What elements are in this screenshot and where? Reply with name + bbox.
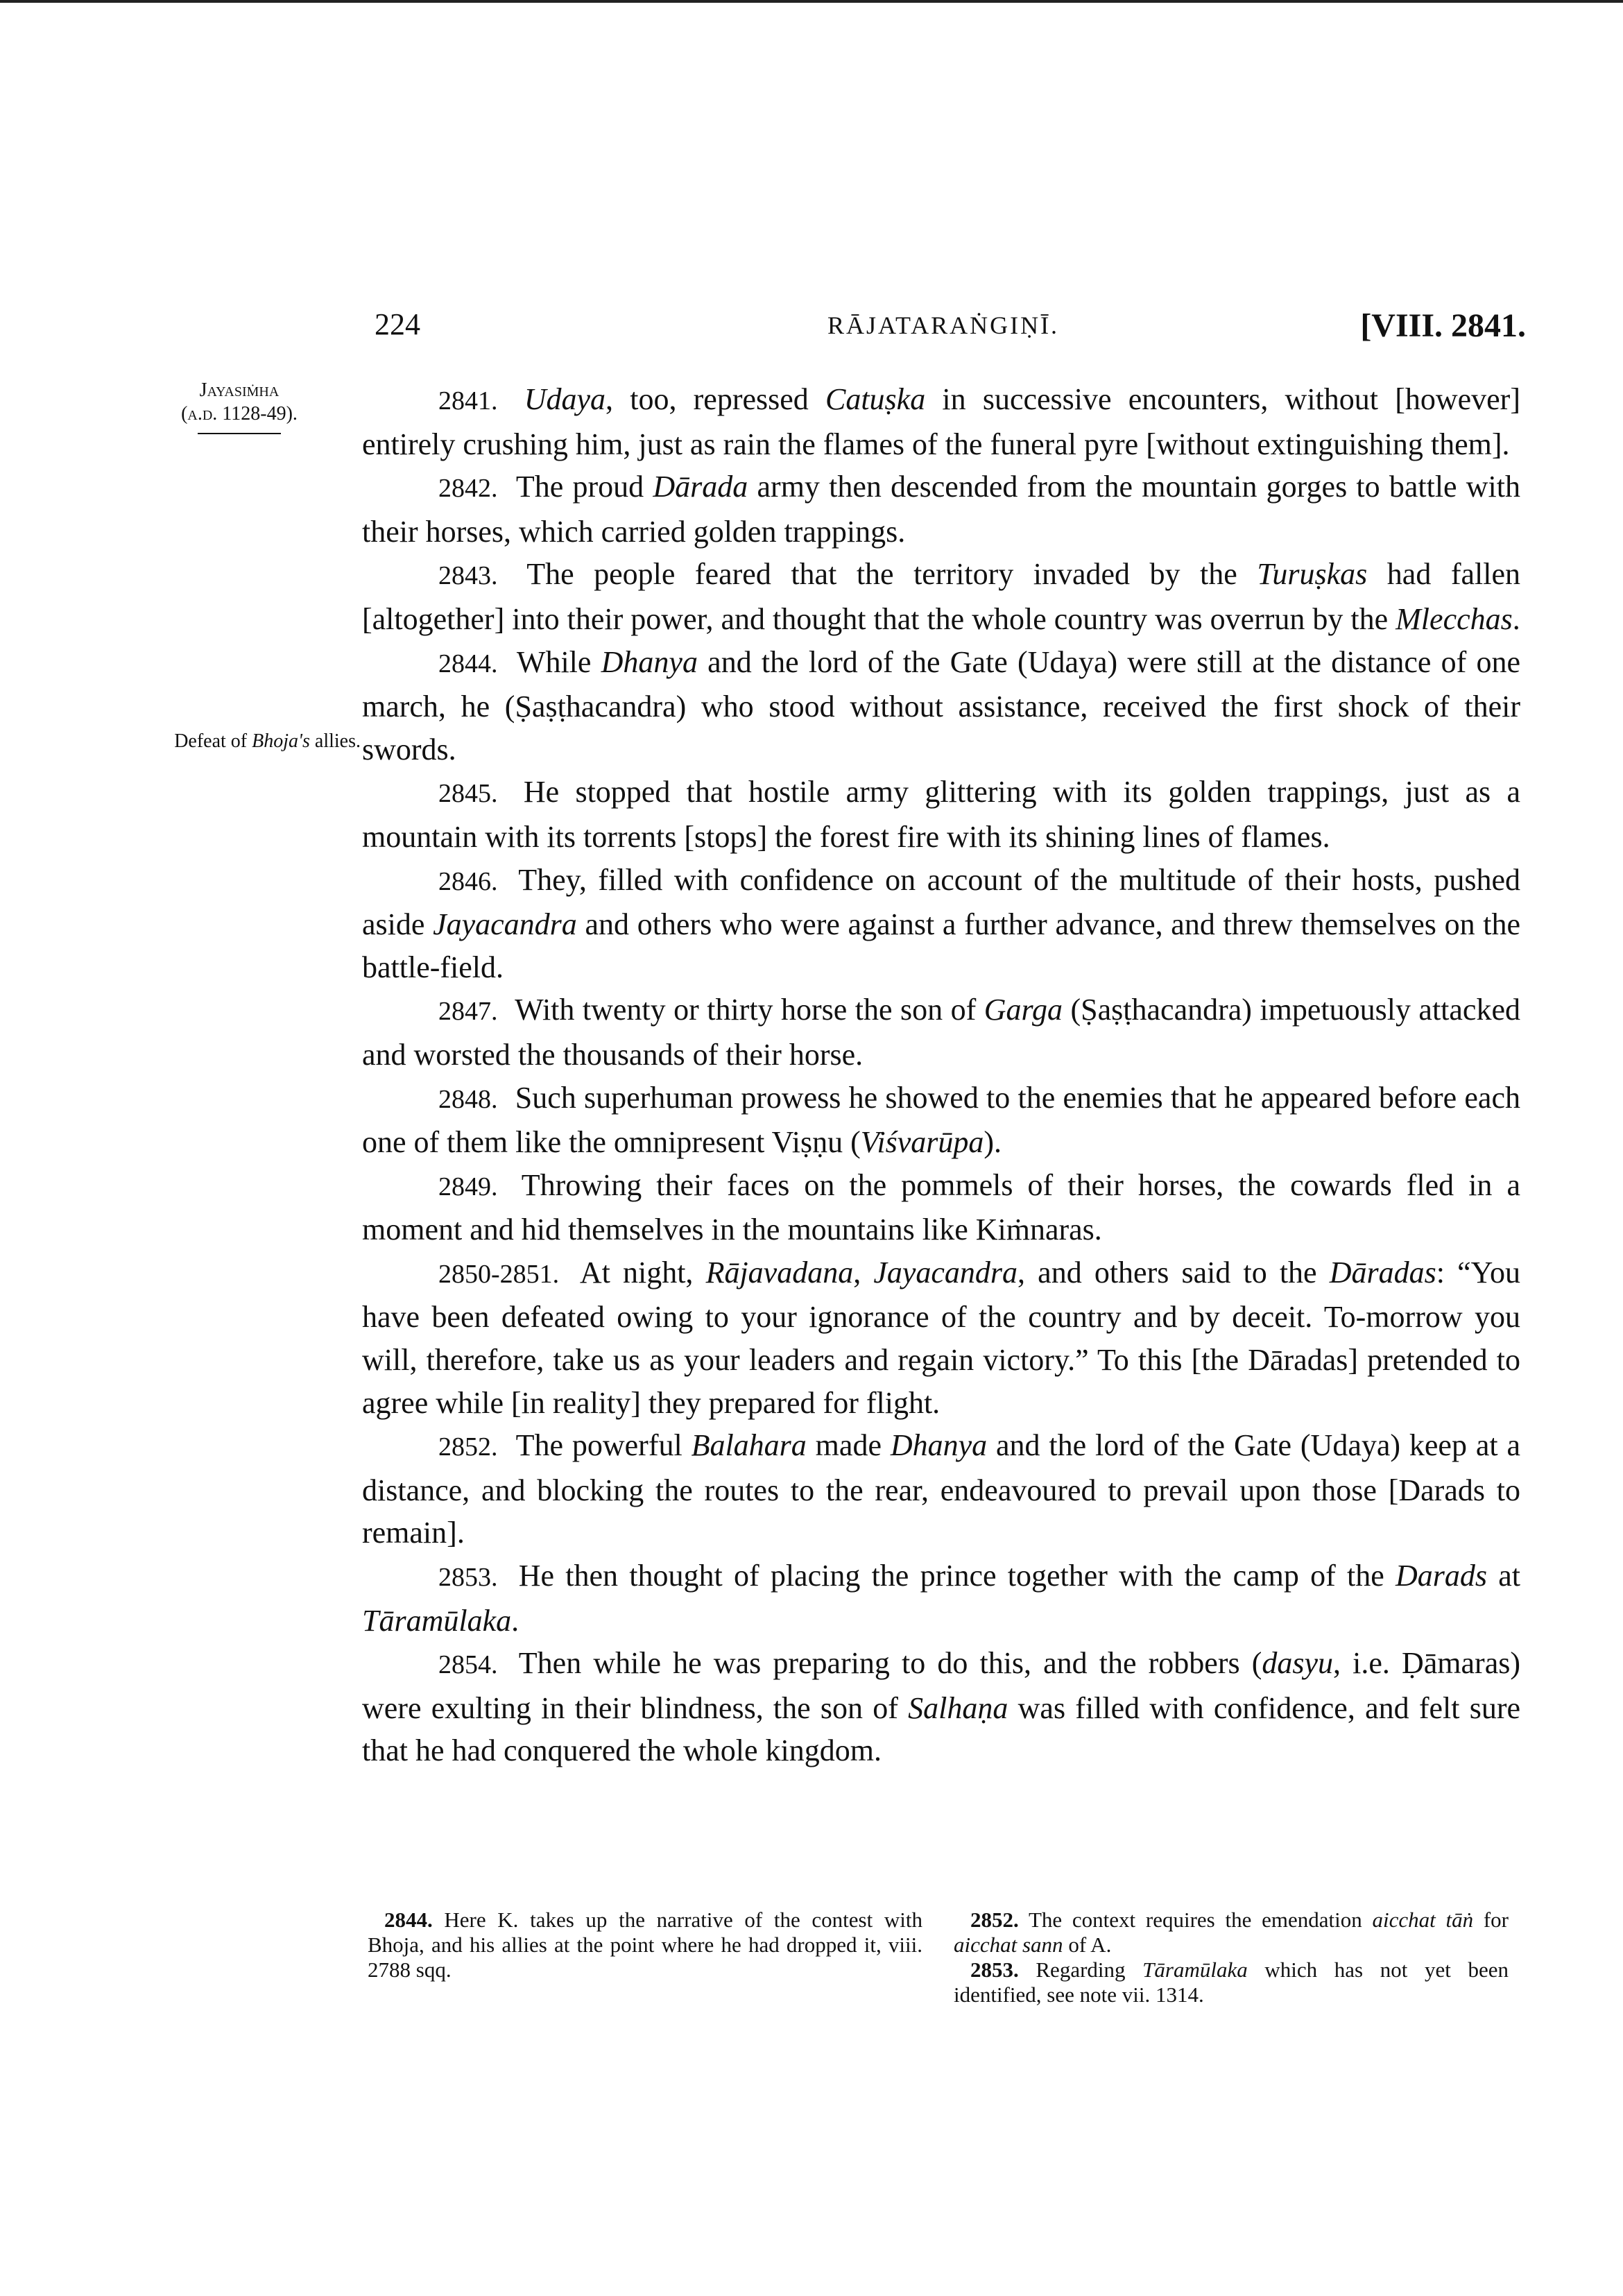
- verse: [362, 859, 1520, 989]
- verse: [362, 1554, 1520, 1642]
- defeat-name: Bhoja's: [252, 730, 310, 752]
- footnote-text: Regarding Tāramūlaka which has not yet been identified, see note vii. 1314.: [954, 1957, 1509, 2007]
- verse: [362, 553, 1520, 640]
- verse-text: Throwing their faces on the pommels of their horses, the cowards fled in a moment and hid themselves in the mountains like Kiṁnaras.: [362, 1167, 1520, 1247]
- verse: [362, 1251, 1520, 1424]
- page-header: [361, 307, 1526, 355]
- footnotes-left-column: [368, 1908, 922, 1982]
- verse-text: With twenty or thirty horse the son of Garga (Ṣaṣṭhacandra) impetuously attacked and worsted the thousands of their horse.: [362, 993, 1520, 1072]
- verse: [362, 1077, 1520, 1164]
- verse: [362, 1642, 1520, 1772]
- footnote-text: Here K. takes up the narrative of the contest with Bhoja, and his allies at the point where he had dropped it, viii. 2788 sqq.: [368, 1908, 922, 1982]
- verse-text: The proud Dārada army then descended from the mountain gorges to battle with their horses, which carried golden trappings.: [362, 470, 1521, 549]
- verse-text: Then while he was preparing to do this, and the robbers (dasyu, i.e. Ḍāmaras) were exulting in their blindness, the son of Salhaṇa was filled with confidence, and felt sure that he had conquered the whole kingdom.: [362, 1646, 1520, 1768]
- reign-dates: (a.d. 1128-49).: [181, 403, 298, 425]
- section-marker: [VIII. 2841.: [1360, 307, 1526, 344]
- footnote: [954, 1908, 1509, 1957]
- verse-text: Udaya, too, repressed Catuṣka in successive encounters, without [however] entirely crushing him, just as rain the flames of the funeral pyre [without extinguishing them].: [362, 382, 1520, 461]
- verse-number: 2843.: [438, 561, 498, 591]
- footnote-number: 2844.: [384, 1908, 433, 1932]
- verse-text: Such superhuman prowess he showed to the enemies that he appeared before each one of them like the omnipresent Viṣṇu (Viśvarūpa).: [362, 1080, 1520, 1160]
- verse: [362, 1424, 1520, 1554]
- page-number: 224: [375, 307, 420, 341]
- verse: [362, 641, 1520, 771]
- verse-number: 2852.: [438, 1432, 498, 1462]
- verse-number: 2848.: [438, 1084, 498, 1114]
- verse-number: 2844.: [438, 649, 498, 678]
- verse-number: 2854.: [438, 1650, 498, 1680]
- footnote: [368, 1908, 922, 1982]
- reign-name: Jayasiṁha: [199, 379, 280, 401]
- verse-number: 2853.: [438, 1563, 498, 1593]
- verse: [362, 378, 1520, 465]
- verse-number: 2847.: [438, 997, 498, 1027]
- verse: [362, 1164, 1520, 1251]
- verse-text: He stopped that hostile army glittering with its golden trappings, just as a mountain with its torrents [stops] the forest fire with its shining lines of flames.: [362, 775, 1520, 854]
- margin-note-reign: [128, 379, 350, 434]
- verse-text: At night, Rājavadana, Jayacandra, and others said to the Dāradas: “You have been defeated owing to your ignorance of the country and by deceit. To-morrow you will, therefore, take us as your leaders and regain victory.” To this [the Dāradas] pretended to agree while [in reality] they prepared for flight.: [362, 1255, 1520, 1420]
- verse-text: While Dhanya and the lord of the Gate (Udaya) were still at the distance of one march, he (Ṣaṣṭhacandra) who stood without assistance, received the first shock of their swords.: [362, 644, 1520, 766]
- footnote: [954, 1957, 1509, 2007]
- verse-number: 2842.: [438, 474, 498, 504]
- verse-text: They, filled with confidence on account of the multitude of their hosts, pushed aside Jayacandra and others who were against a further advance, and threw themselves on the battle-field.: [362, 862, 1521, 984]
- verse-number: 2846.: [438, 866, 498, 896]
- defeat-suffix: allies.: [309, 730, 361, 752]
- main-text: [362, 378, 1520, 1772]
- verse-number: 2841.: [438, 386, 498, 415]
- verse-text: The powerful Balahara made Dhanya and the lord of the Gate (Udaya) keep at a distance, and blocking the routes to the rear, endeavoured to prevail upon those [Darads to remain].: [362, 1428, 1520, 1550]
- verse: [362, 771, 1520, 858]
- verse: [362, 465, 1520, 553]
- footnote-number: 2853.: [970, 1957, 1019, 1982]
- verse-number: 2849.: [438, 1172, 498, 1201]
- running-title: RĀJATARAṄGIṆĪ.: [827, 311, 1060, 339]
- defeat-prefix: Defeat of: [174, 730, 252, 752]
- margin-note-defeat: [125, 730, 361, 753]
- verse-number: 2845.: [438, 779, 498, 809]
- top-border-line: [0, 0, 1623, 3]
- footnotes-right-column: [954, 1908, 1509, 2007]
- verse: [362, 988, 1520, 1076]
- footnote-number: 2852.: [970, 1908, 1019, 1932]
- verse-number: 2850-2851.: [438, 1259, 560, 1289]
- verse-text: He then thought of placing the prince together with the camp of the Darads at Tāramūlaka.: [362, 1559, 1520, 1638]
- verse-text: The people feared that the territory invaded by the Turuṣkas had fallen [altogether] into their power, and thought that the whole country was overrun by the Mlecchas.: [362, 557, 1520, 636]
- margin-rule: [198, 433, 281, 434]
- footnote-text: The context requires the emendation aicchat tāṅ for aicchat sann of A.: [954, 1908, 1509, 1957]
